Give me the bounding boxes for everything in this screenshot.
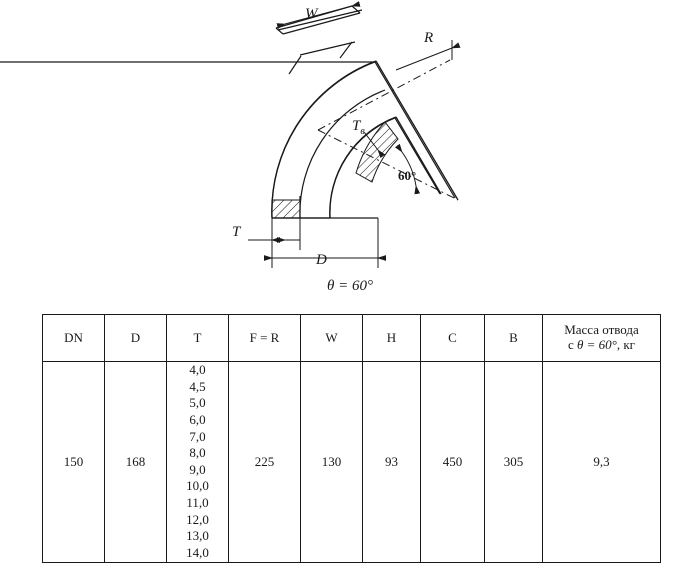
t-value: 14,0 <box>186 544 209 560</box>
header-c: C <box>421 315 485 362</box>
cell-mass: 9,3 <box>543 362 661 563</box>
t-values-list <box>167 362 228 562</box>
header-d: D <box>105 315 167 362</box>
t-value: 6,0 <box>189 411 206 427</box>
cell-b: 305 <box>485 362 543 563</box>
cell-c: 450 <box>421 362 485 563</box>
label-w: W <box>305 6 318 22</box>
label-t-b: $T_в$ <box>352 118 365 137</box>
label-r: R <box>424 30 434 46</box>
t-value: 10,0 <box>186 478 209 494</box>
header-h: H <box>363 315 421 362</box>
table-header-row <box>43 315 661 362</box>
cell-dn: 150 <box>43 362 105 563</box>
t-value: 5,0 <box>189 395 206 411</box>
label-t: T <box>232 224 241 240</box>
label-angle-60: 60° <box>398 168 417 183</box>
cell-t-list <box>167 362 229 563</box>
cell-h: 93 <box>363 362 421 563</box>
specification-table <box>42 314 661 563</box>
header-dn: DN <box>43 315 105 362</box>
t-value: 4,5 <box>189 378 206 394</box>
header-mass-line2: с θ = 60°, кг <box>567 337 636 352</box>
t-value: 7,0 <box>189 428 206 444</box>
t-value: 9,0 <box>189 461 206 477</box>
theta-caption: θ = 60° <box>327 278 373 294</box>
table-row <box>43 362 661 563</box>
header-f-r: F = R <box>229 315 301 362</box>
cell-d: 168 <box>105 362 167 563</box>
t-value: 13,0 <box>186 528 209 544</box>
t-value: 8,0 <box>189 445 206 461</box>
cell-w: 130 <box>301 362 363 563</box>
header-mass <box>543 315 661 362</box>
t-value: 12,0 <box>186 511 209 527</box>
t-value: 11,0 <box>186 495 209 510</box>
header-t: T <box>167 315 229 362</box>
specification-table-wrapper <box>42 314 660 563</box>
header-w: W <box>301 315 363 362</box>
cell-f-r: 225 <box>229 362 301 563</box>
header-mass-line1: Масса отвода <box>564 322 639 338</box>
label-d: D <box>316 252 327 268</box>
t-value: 4,0 <box>189 362 206 377</box>
header-b: B <box>485 315 543 362</box>
